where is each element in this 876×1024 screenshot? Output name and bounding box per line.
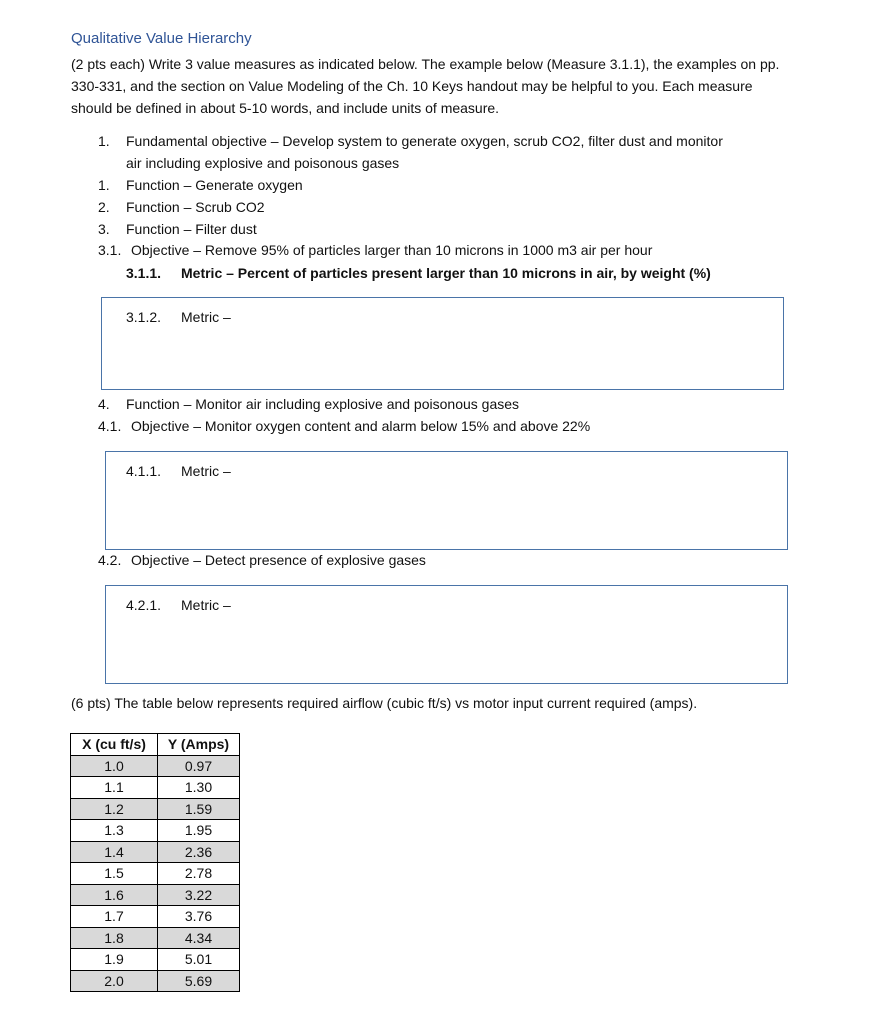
outline-text: Objective – Remove 95% of particles larger than 10 microns in 1000 m3 air per hour (131, 242, 653, 258)
outline-number: 1. (98, 177, 110, 193)
cell-y: 1.95 (158, 820, 240, 842)
outline-number: 4.1.1. (126, 463, 162, 479)
outline-text: Function – Scrub CO2 (126, 199, 265, 215)
cell-x: 1.9 (71, 949, 158, 971)
outline-number: 3.1.1. (126, 265, 162, 281)
section-heading: Qualitative Value Hierarchy (71, 30, 252, 47)
outline-function-1 (98, 174, 303, 196)
metric-prompt (126, 306, 231, 328)
instructions-paragraph: (2 pts each) Write 3 value measures as indicated below. The example below (Measure 3.1.1), the examples on pp. 330-331, and the section on Value Modeling of the Ch. 10 Keys handout may be helpful to you. Each measure should be defined in about 5-10 words, and include units of measure. (71, 56, 780, 116)
cell-x: 1.8 (71, 927, 158, 949)
table-row (71, 863, 240, 885)
outline-number: 4. (98, 396, 110, 412)
outline-text: Fundamental objective – Develop system to generate oxygen, scrub CO2, filter dust and monitor (126, 133, 723, 149)
table-row (71, 755, 240, 777)
outline-text: Objective – Detect presence of explosive gases (131, 552, 426, 568)
table-row (71, 841, 240, 863)
outline-number: 3.1.2. (126, 309, 162, 325)
table-row (71, 798, 240, 820)
outline-objective-4-1 (98, 415, 590, 437)
answer-box-4-2-1[interactable] (105, 585, 788, 684)
outline-number: 4.1. (98, 418, 122, 434)
outline-text: Metric – (181, 463, 231, 479)
cell-y: 3.22 (158, 884, 240, 906)
table-row (71, 927, 240, 949)
cell-y: 2.78 (158, 863, 240, 885)
table-row (71, 906, 240, 928)
answer-box-4-1-1[interactable] (105, 451, 788, 550)
table-row (71, 820, 240, 842)
metric-prompt (126, 594, 231, 616)
airflow-current-table (70, 733, 240, 992)
outline-metric-3-1-1 (126, 262, 711, 284)
outline-text: Metric – (181, 597, 231, 613)
outline-text: Metric – Percent of particles present larger than 10 microns in air, by weight (%) (181, 265, 711, 281)
cell-x: 1.6 (71, 884, 158, 906)
table-row (71, 777, 240, 799)
outline-function-4 (98, 393, 519, 415)
column-header-y: Y (Amps) (158, 734, 240, 756)
cell-y: 4.34 (158, 927, 240, 949)
outline-number: 3. (98, 221, 110, 237)
cell-y: 1.30 (158, 777, 240, 799)
outline-objective-3-1 (98, 239, 652, 261)
cell-x: 1.3 (71, 820, 158, 842)
cell-x: 2.0 (71, 970, 158, 992)
outline-number: 4.2. (98, 552, 122, 568)
outline-text: Function – Generate oxygen (126, 177, 303, 193)
table-row (71, 949, 240, 971)
outline-text: Objective – Monitor oxygen content and alarm below 15% and above 22% (131, 418, 591, 434)
outline-number: 2. (98, 199, 110, 215)
outline-objective-4-2 (98, 549, 426, 571)
table-header-row (71, 734, 240, 756)
cell-x: 1.4 (71, 841, 158, 863)
table-intro-paragraph: (6 pts) The table below represents required airflow (cubic ft/s) vs motor input current required (amps). (71, 695, 698, 711)
outline-function-3 (98, 218, 257, 240)
cell-x: 1.1 (71, 777, 158, 799)
outline-number: 3.1. (98, 242, 122, 258)
cell-x: 1.2 (71, 798, 158, 820)
cell-y: 1.59 (158, 798, 240, 820)
cell-y: 3.76 (158, 906, 240, 928)
metric-prompt (126, 460, 231, 482)
outline-text: Function – Filter dust (126, 221, 257, 237)
outline-number: 4.2.1. (126, 597, 162, 613)
table-row (71, 970, 240, 992)
column-header-x: X (cu ft/s) (71, 734, 158, 756)
cell-y: 5.69 (158, 970, 240, 992)
cell-x: 1.5 (71, 863, 158, 885)
answer-box-3-1-2[interactable] (101, 297, 784, 390)
table-row (71, 884, 240, 906)
outline-number: 1. (98, 133, 110, 149)
outline-fundamental-objective-cont: air including explosive and poisonous gases (126, 155, 400, 171)
outline-fundamental-objective (98, 130, 723, 152)
cell-y: 0.97 (158, 755, 240, 777)
cell-y: 5.01 (158, 949, 240, 971)
outline-text: Function – Monitor air including explosive and poisonous gases (126, 396, 520, 412)
cell-x: 1.0 (71, 755, 158, 777)
outline-function-2 (98, 196, 265, 218)
outline-text: Metric – (181, 309, 231, 325)
cell-x: 1.7 (71, 906, 158, 928)
cell-y: 2.36 (158, 841, 240, 863)
